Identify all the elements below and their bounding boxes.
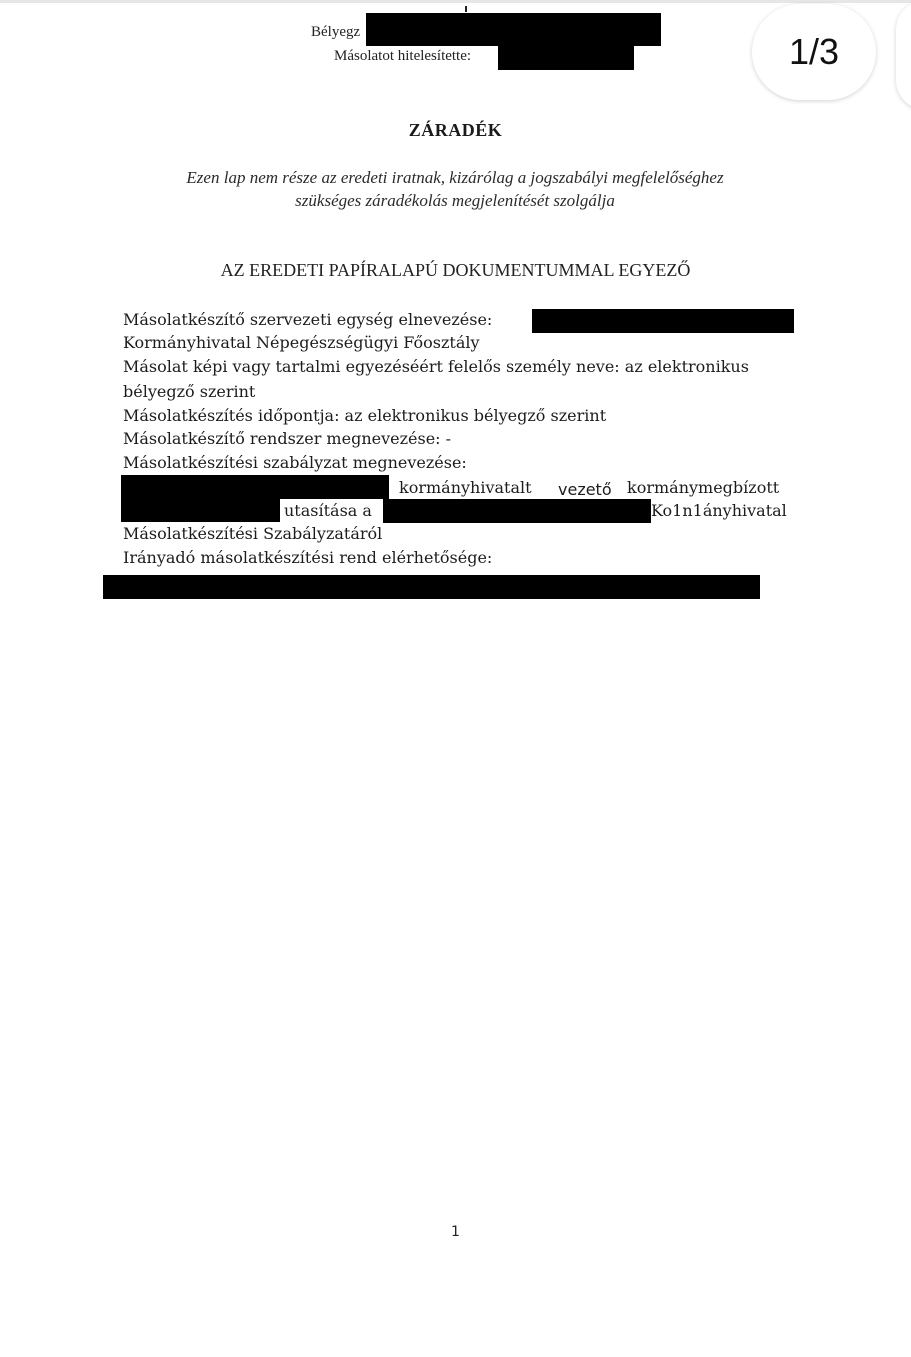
certified-by-label: Másolatot hitelesítette: bbox=[334, 48, 472, 64]
policy-word-2: vezető bbox=[558, 480, 612, 499]
page-tick-mark bbox=[465, 6, 467, 12]
subtitle-line-2: szükséges záradékolás megjelenítését szolgálja bbox=[295, 191, 615, 210]
page-indicator[interactable]: 1/3 bbox=[752, 4, 876, 100]
policy-label: Másolatkészítési szabályzat megnevezése: bbox=[123, 453, 467, 472]
redacted-policy-part-1 bbox=[121, 475, 389, 499]
redacted-org-unit bbox=[532, 309, 794, 333]
subtitle-line-1: Ezen lap nem része az eredeti iratnak, kizárólag a jogszabályi megfelelőséghez bbox=[186, 168, 724, 187]
org-unit-label-text: Másolatkészítő szervezeti egység elnevezése: bbox=[123, 310, 493, 329]
policy-word-1: kormányhivatalt bbox=[399, 478, 532, 497]
timestamp-line: Másolatkészítés időpontja: az elektronikus bélyegző szerint bbox=[123, 406, 607, 425]
page-title: ZÁRADÉK bbox=[408, 120, 503, 140]
org-unit-value: Kormányhivatal Népegészségügyi Főosztály bbox=[123, 333, 480, 352]
side-control-edge[interactable] bbox=[896, 0, 911, 110]
responsible-line-1 bbox=[123, 357, 790, 376]
policy-word-5: Ko1n1ányhivatal bbox=[651, 501, 787, 520]
org-unit-label bbox=[123, 310, 523, 329]
responsible-line-1-text: Másolat képi vagy tartalmi egyezéséért felelős személy neve: az elektronikus bbox=[123, 357, 749, 376]
redacted-policy-part-2 bbox=[121, 499, 280, 522]
redacted-access-url bbox=[103, 575, 760, 599]
redacted-seal-value bbox=[366, 13, 661, 46]
policy-word-4: utasítása a bbox=[284, 501, 372, 520]
access-label: Irányadó másolatkészítési rend elérhetősége: bbox=[123, 548, 493, 567]
section-heading: AZ EREDETI PAPÍRALAPÚ DOKUMENTUMMAL EGYEZŐ bbox=[220, 260, 691, 280]
policy-line-3: Másolatkészítési Szabályzatáról bbox=[123, 524, 383, 543]
system-line: Másolatkészítő rendszer megnevezése: - bbox=[123, 429, 452, 448]
redacted-policy-part-3 bbox=[383, 499, 651, 523]
redacted-certifier-name bbox=[498, 44, 634, 70]
page-number: 1 bbox=[451, 1224, 460, 1240]
subtitle bbox=[120, 166, 790, 212]
seal-label: Bélyegz bbox=[311, 24, 361, 40]
responsible-line-2: bélyegző szerint bbox=[123, 382, 256, 401]
top-divider bbox=[0, 0, 911, 3]
policy-word-3: kormánymegbízott bbox=[627, 478, 780, 497]
